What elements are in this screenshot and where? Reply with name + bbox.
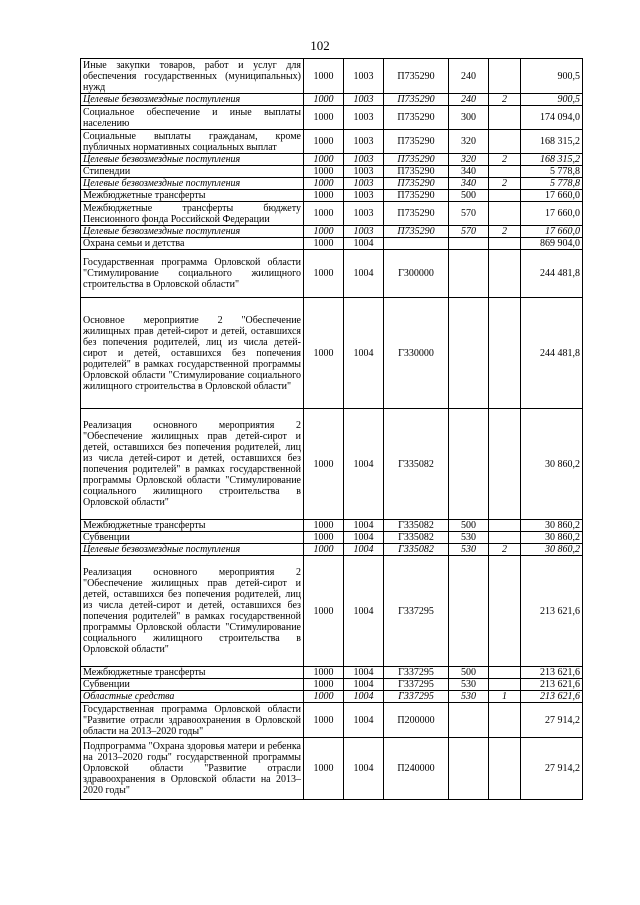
table-row [81, 250, 583, 298]
table-row [81, 154, 583, 166]
table-cell-expense-type [449, 738, 489, 800]
table-cell-amount: 168 315,2 [521, 130, 583, 154]
table-cell-target-article [384, 238, 449, 250]
table-cell-subsection: 1004 [344, 667, 384, 679]
table-cell-subsection: 1003 [344, 178, 384, 190]
table-row [81, 106, 583, 130]
table-cell-section: 1000 [304, 409, 344, 520]
table-cell-source: 2 [489, 154, 521, 166]
table-cell-name: Межбюджетные трансферты [81, 520, 304, 532]
table-cell-target-article: Г335082 [384, 409, 449, 520]
table-cell-source [489, 190, 521, 202]
table-cell-section: 1000 [304, 544, 344, 556]
table-cell-section: 1000 [304, 238, 344, 250]
table-cell-subsection: 1003 [344, 94, 384, 106]
table-cell-target-article: П735290 [384, 94, 449, 106]
table-cell-target-article: П735290 [384, 154, 449, 166]
table-cell-section: 1000 [304, 667, 344, 679]
table-cell-section: 1000 [304, 154, 344, 166]
table-cell-subsection: 1004 [344, 238, 384, 250]
table-cell-target-article: Г330000 [384, 298, 449, 409]
table-row [81, 238, 583, 250]
table-cell-target-article: П735290 [384, 226, 449, 238]
table-cell-subsection: 1003 [344, 59, 384, 94]
table-cell-source [489, 202, 521, 226]
table-cell-amount: 213 621,6 [521, 556, 583, 667]
table-cell-expense-type: 530 [449, 679, 489, 691]
table-cell-section: 1000 [304, 298, 344, 409]
table-cell-target-article: Г300000 [384, 250, 449, 298]
table-row [81, 691, 583, 703]
table-cell-expense-type [449, 409, 489, 520]
table-cell-source [489, 238, 521, 250]
table-cell-expense-type [449, 250, 489, 298]
table-cell-subsection: 1004 [344, 409, 384, 520]
table-cell-amount: 213 621,6 [521, 667, 583, 679]
table-cell-source [489, 130, 521, 154]
table-cell-target-article: Г335082 [384, 532, 449, 544]
table-cell-target-article: Г337295 [384, 667, 449, 679]
table-cell-amount: 900,5 [521, 59, 583, 94]
table-cell-name: Реализация основного мероприятия 2 "Обеспечение жилищных прав детей-сирот и детей, оставшихся без попечения родителей, лиц из числа детей-сирот и детей, оставшихся без попечения родителей" в рамках государственной программы Орловской области "Стимулирование социального жилищного строительства в Орловской области" [81, 556, 304, 667]
table-cell-name: Межбюджетные трансферты бюджету Пенсионного фонда Российской Федерации [81, 202, 304, 226]
table-cell-source: 1 [489, 691, 521, 703]
table-cell-amount: 244 481,8 [521, 250, 583, 298]
table-cell-target-article: П735290 [384, 130, 449, 154]
table-cell-subsection: 1004 [344, 532, 384, 544]
table-row [81, 409, 583, 520]
table-cell-section: 1000 [304, 703, 344, 738]
table-cell-amount: 17 660,0 [521, 226, 583, 238]
table-cell-section: 1000 [304, 59, 344, 94]
table-cell-section: 1000 [304, 178, 344, 190]
table-cell-section: 1000 [304, 738, 344, 800]
table-cell-subsection: 1003 [344, 130, 384, 154]
table-cell-expense-type: 500 [449, 190, 489, 202]
table-cell-amount: 17 660,0 [521, 202, 583, 226]
table-cell-expense-type: 530 [449, 691, 489, 703]
table-cell-target-article: П735290 [384, 178, 449, 190]
table-cell-subsection: 1003 [344, 106, 384, 130]
table-cell-name: Областные средства [81, 691, 304, 703]
table-cell-expense-type: 340 [449, 166, 489, 178]
table-cell-name: Иные закупки товаров, работ и услуг для обеспечения государственных (муниципальных) нужд [81, 59, 304, 94]
table-cell-expense-type: 240 [449, 94, 489, 106]
table-cell-source: 2 [489, 226, 521, 238]
table-cell-source [489, 738, 521, 800]
table-cell-name: Целевые безвозмездные поступления [81, 178, 304, 190]
table-cell-subsection: 1004 [344, 520, 384, 532]
table-cell-source [489, 298, 521, 409]
table-cell-name: Социальное обеспечение и иные выплаты населению [81, 106, 304, 130]
table-cell-expense-type [449, 703, 489, 738]
table-row [81, 667, 583, 679]
table-cell-section: 1000 [304, 520, 344, 532]
table-cell-section: 1000 [304, 250, 344, 298]
budget-table [80, 58, 583, 800]
table-cell-source [489, 166, 521, 178]
table-cell-amount: 30 860,2 [521, 409, 583, 520]
table-cell-subsection: 1003 [344, 202, 384, 226]
table-row [81, 226, 583, 238]
table-cell-name: Межбюджетные трансферты [81, 667, 304, 679]
table-cell-expense-type [449, 298, 489, 409]
table-cell-expense-type: 500 [449, 520, 489, 532]
table-cell-target-article: Г337295 [384, 691, 449, 703]
table-cell-source [489, 59, 521, 94]
table-cell-source: 2 [489, 544, 521, 556]
table-row [81, 59, 583, 94]
table-cell-name: Целевые безвозмездные поступления [81, 154, 304, 166]
table-row [81, 202, 583, 226]
table-cell-subsection: 1003 [344, 166, 384, 178]
table-cell-expense-type: 500 [449, 667, 489, 679]
table-cell-expense-type: 320 [449, 130, 489, 154]
table-cell-amount: 174 094,0 [521, 106, 583, 130]
table-cell-target-article: Г335082 [384, 520, 449, 532]
table-cell-name: Целевые безвозмездные поступления [81, 94, 304, 106]
table-cell-amount: 5 778,8 [521, 178, 583, 190]
table-cell-subsection: 1004 [344, 679, 384, 691]
table-cell-target-article: П240000 [384, 738, 449, 800]
table-row [81, 190, 583, 202]
table-cell-target-article: П735290 [384, 106, 449, 130]
table-cell-amount: 213 621,6 [521, 691, 583, 703]
table-row [81, 130, 583, 154]
table-cell-name: Целевые безвозмездные поступления [81, 544, 304, 556]
table-cell-name: Межбюджетные трансферты [81, 190, 304, 202]
table-cell-expense-type: 320 [449, 154, 489, 166]
table-cell-section: 1000 [304, 532, 344, 544]
table-cell-subsection: 1004 [344, 544, 384, 556]
table-row [81, 738, 583, 800]
table-cell-name: Субвенции [81, 532, 304, 544]
table-cell-subsection: 1004 [344, 738, 384, 800]
table-cell-amount: 27 914,2 [521, 703, 583, 738]
table-cell-section: 1000 [304, 166, 344, 178]
table-cell-expense-type: 340 [449, 178, 489, 190]
table-row [81, 703, 583, 738]
table-cell-section: 1000 [304, 679, 344, 691]
table-cell-amount: 17 660,0 [521, 190, 583, 202]
table-cell-amount: 30 860,2 [521, 544, 583, 556]
table-cell-source [489, 520, 521, 532]
table-cell-source [489, 106, 521, 130]
table-cell-target-article: П735290 [384, 166, 449, 178]
table-cell-expense-type [449, 238, 489, 250]
table-cell-target-article: Г337295 [384, 679, 449, 691]
table-cell-section: 1000 [304, 94, 344, 106]
table-cell-target-article: П735290 [384, 190, 449, 202]
table-cell-section: 1000 [304, 190, 344, 202]
table-cell-name: Социальные выплаты гражданам, кроме публичных нормативных социальных выплат [81, 130, 304, 154]
table-cell-subsection: 1004 [344, 298, 384, 409]
table-cell-target-article: Г335082 [384, 544, 449, 556]
table-cell-expense-type: 530 [449, 532, 489, 544]
table-cell-name: Государственная программа Орловской области "Развитие отрасли здравоохранения в Орловской области на 2013–2020 годы" [81, 703, 304, 738]
table-cell-section: 1000 [304, 691, 344, 703]
table-row [81, 556, 583, 667]
table-cell-section: 1000 [304, 556, 344, 667]
table-cell-target-article: П735290 [384, 59, 449, 94]
table-cell-subsection: 1004 [344, 691, 384, 703]
table-cell-source [489, 667, 521, 679]
table-cell-name: Целевые безвозмездные поступления [81, 226, 304, 238]
table-cell-expense-type: 570 [449, 226, 489, 238]
table-row [81, 532, 583, 544]
table-cell-expense-type: 300 [449, 106, 489, 130]
table-cell-target-article: П200000 [384, 703, 449, 738]
table-cell-subsection: 1003 [344, 226, 384, 238]
table-row [81, 298, 583, 409]
table-cell-name: Основное мероприятие 2 "Обеспечение жилищных прав детей-сирот и детей, оставшихся без попечения родителей, лиц из числа детей-сирот и детей, оставшихся без попечения родителей" в рамках государственной программы Орловской области "Стимулирование социального жилищного строительства в Орловской области" [81, 298, 304, 409]
table-cell-name: Реализация основного мероприятия 2 "Обеспечение жилищных прав детей-сирот и детей, оставшихся без попечения родителей, лиц из числа детей-сирот и детей, оставшихся без попечения родителей" в рамках государственной программы Орловской области "Стимулирование социального жилищного строительства в Орловской области" [81, 409, 304, 520]
table-row [81, 544, 583, 556]
table-cell-section: 1000 [304, 106, 344, 130]
table-cell-subsection: 1004 [344, 556, 384, 667]
table-row [81, 178, 583, 190]
table-cell-source [489, 532, 521, 544]
table-cell-subsection: 1004 [344, 703, 384, 738]
table-cell-source: 2 [489, 94, 521, 106]
table-cell-subsection: 1004 [344, 250, 384, 298]
table-cell-subsection: 1003 [344, 154, 384, 166]
table-row [81, 520, 583, 532]
table-cell-amount: 900,5 [521, 94, 583, 106]
table-cell-name: Подпрограмма "Охрана здоровья матери и ребенка на 2013–2020 годы" государственной программы Орловской области "Развитие отрасли здравоохранения в Орловской области на 2013–2020 годы" [81, 738, 304, 800]
page-number: 102 [310, 38, 330, 53]
table-cell-section: 1000 [304, 226, 344, 238]
table-cell-amount: 5 778,8 [521, 166, 583, 178]
table-cell-name: Государственная программа Орловской области "Стимулирование социального жилищного строительства в Орловской области" [81, 250, 304, 298]
table-cell-target-article: П735290 [384, 202, 449, 226]
table-cell-amount: 30 860,2 [521, 532, 583, 544]
table-cell-target-article: Г337295 [384, 556, 449, 667]
table-cell-section: 1000 [304, 130, 344, 154]
table-cell-expense-type: 530 [449, 544, 489, 556]
table-cell-subsection: 1003 [344, 190, 384, 202]
table-cell-name: Охрана семьи и детства [81, 238, 304, 250]
table-cell-amount: 27 914,2 [521, 738, 583, 800]
table-cell-amount: 168 315,2 [521, 154, 583, 166]
table-row [81, 166, 583, 178]
table-cell-source [489, 409, 521, 520]
table-cell-amount: 244 481,8 [521, 298, 583, 409]
table-cell-amount: 869 904,0 [521, 238, 583, 250]
table-cell-source [489, 556, 521, 667]
table-cell-name: Субвенции [81, 679, 304, 691]
budget-table-body [81, 59, 583, 800]
table-cell-source: 2 [489, 178, 521, 190]
table-cell-source [489, 250, 521, 298]
table-cell-expense-type: 240 [449, 59, 489, 94]
table-row [81, 94, 583, 106]
table-cell-section: 1000 [304, 202, 344, 226]
table-cell-source [489, 679, 521, 691]
table-cell-amount: 30 860,2 [521, 520, 583, 532]
table-cell-name: Стипендии [81, 166, 304, 178]
table-cell-source [489, 703, 521, 738]
table-row [81, 679, 583, 691]
table-cell-expense-type: 570 [449, 202, 489, 226]
table-cell-amount: 213 621,6 [521, 679, 583, 691]
table-cell-expense-type [449, 556, 489, 667]
